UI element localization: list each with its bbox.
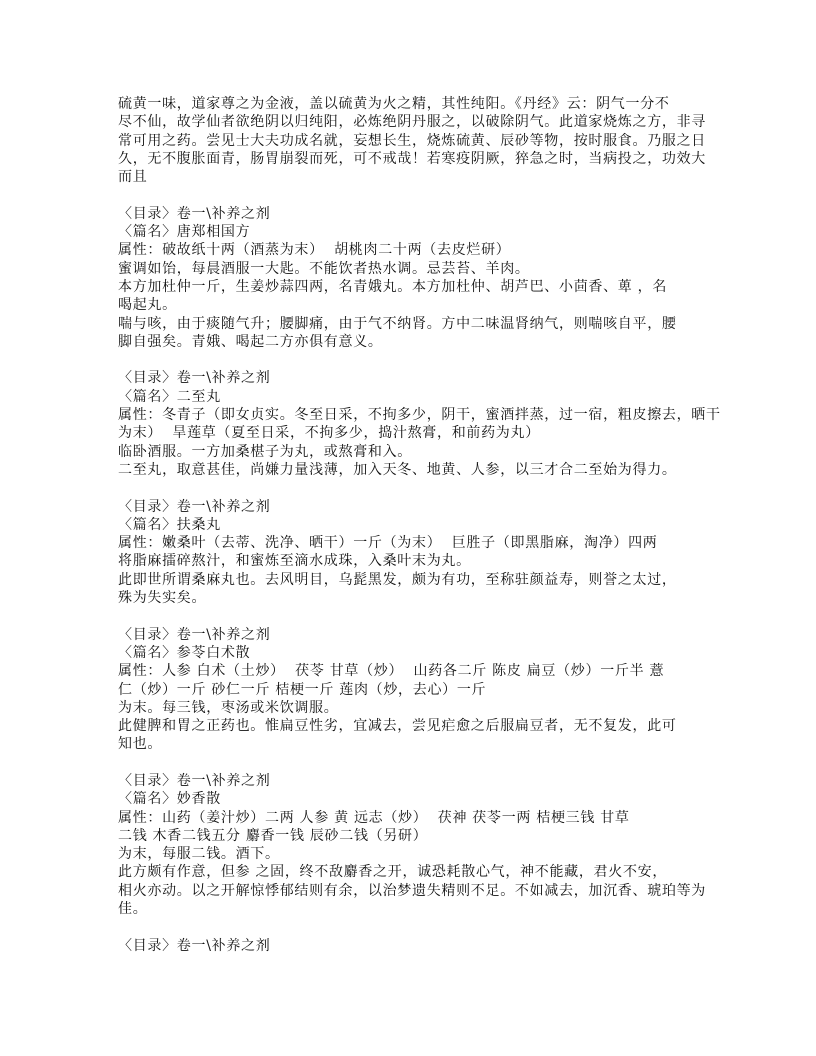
text-line: 此即世所谓桑麻丸也。去风明目，乌髭黑发，颇为有功，至称驻颜益寿，则誉之太过，	[118, 571, 677, 588]
text-line: 仁（炒）一斤 砂仁一斤 桔梗一斤 莲肉（炒，去心）一斤	[118, 681, 487, 698]
entry-block	[118, 205, 698, 351]
ingredients-line: 属性：破故纸十两（酒蒸为末） 胡桃肉二十两（去皮烂研）	[118, 242, 511, 259]
text-line: 二钱 木香二钱五分 麝香一钱 辰砂二钱（另研）	[118, 827, 428, 844]
text-line: 将脂麻擂碎熬汁，和蜜炼至滴水成珠，入桑叶末为丸。	[118, 553, 471, 570]
entry-title: 〈篇名〉参苓白术散	[118, 644, 251, 661]
entry-title: 〈篇名〉唐郑相国方	[118, 224, 251, 241]
ingredients-line: 属性：山药（姜汁炒）二两 人参 黄 远志（炒） 茯神 茯苓一两 桔梗三钱 甘草	[118, 809, 630, 826]
blank-line	[118, 754, 698, 772]
text-line: 为末，每服二钱。酒下。	[118, 846, 280, 863]
text-line: 久，无不腹胀面青，肠胃崩裂而死，可不戒哉！若寒疫阴厥，猝急之时，当病投之，功效大	[118, 150, 706, 167]
catalog-heading: 〈目录〉卷一\补养之剂	[118, 498, 271, 515]
text-line: 本方加杜仲一斤，生姜炒蒜四两，名青娥丸。本方加杜仲、胡芦巴、小茴香、萆 ，名	[118, 278, 668, 295]
text-line: 知也。	[118, 736, 163, 753]
text-line: 喝起丸。	[118, 297, 177, 314]
entry-title: 〈篇名〉扶桑丸	[118, 516, 221, 533]
text-line: 佳。	[118, 901, 148, 918]
blank-line	[118, 918, 698, 936]
catalog-heading: 〈目录〉卷一\补养之剂	[118, 626, 271, 643]
ingredients-line: 属性：嫩桑叶（去蒂、洗净、晒干）一斤（为末） 巨胜子（即黑脂麻，淘净）四两	[118, 535, 658, 552]
text-line: 为末。每三钱，枣汤或米饮调服。	[118, 699, 339, 716]
intro-paragraph	[118, 95, 706, 186]
entry-block	[118, 369, 721, 479]
blank-line	[118, 479, 698, 497]
entry-block	[118, 937, 698, 955]
catalog-heading: 〈目录〉卷一\补养之剂	[118, 370, 271, 387]
entry-title: 〈篇名〉二至丸	[118, 388, 221, 405]
blank-line	[118, 351, 698, 369]
ingredients-line: 属性：冬青子（即女贞实。冬至日采，不拘多少，阴干，蜜酒拌蒸，过一宿，粗皮擦去，晒干	[118, 407, 721, 424]
blank-line	[118, 607, 698, 625]
text-line: 殊为失实矣。	[118, 590, 207, 607]
text-line: 二至丸，取意甚佳，尚嫌力量浅薄，加入天冬、地黄、人参，以三才合二至始为得力。	[118, 461, 677, 478]
text-line: 此方颇有作意，但参 之固，终不敌麝香之开，诚恐耗散心气，神不能藏，君火不安，	[118, 864, 668, 881]
entry-title: 〈篇名〉妙香散	[118, 791, 221, 808]
entry-block	[118, 498, 698, 608]
blank-line	[118, 186, 698, 204]
text-line: 而且	[118, 169, 148, 186]
text-line: 蜜调如饴，每晨酒服一大匙。不能饮者热水调。忌芸苔、羊肉。	[118, 260, 530, 277]
catalog-heading: 〈目录〉卷一\补养之剂	[118, 772, 271, 789]
text-line: 临卧酒服。一方加桑椹子为丸，或熬膏和入。	[118, 443, 412, 460]
entry-block	[118, 626, 698, 754]
document-page	[118, 95, 721, 955]
catalog-heading: 〈目录〉卷一\补养之剂	[118, 205, 271, 222]
text-line: 为末） 旱莲草（夏至日采，不拘多少，捣汁熬膏，和前药为丸）	[118, 425, 540, 442]
catalog-heading: 〈目录〉卷一\补养之剂	[118, 937, 271, 954]
entry-block	[118, 772, 706, 918]
ingredients-line: 属性：人参 白术（土炒） 茯苓 甘草（炒） 山药各二斤 陈皮 扁豆（炒）一斤半 薏	[118, 663, 665, 680]
text-line: 脚自强矣。青娥、喝起二方亦俱有意义。	[118, 333, 383, 350]
text-line: 喘与咳，由于痰随气升；腰脚痛，由于气不纳肾。方中二味温肾纳气，则喘咳自平，腰	[118, 315, 677, 332]
text-line: 硫黄一味，道家尊之为金液，盖以硫黄为火之精，其性纯阳。《丹经》云：阴气一分不	[118, 96, 670, 112]
text-line: 相火亦动。以之开解惊悸郁结则有余，以治梦遗失精则不足。不如减去，加沉香、琥珀等为	[118, 882, 706, 899]
text-line: 尽不仙，故学仙者欲绝阴以归纯阳，必炼绝阴丹服之，以破除阴气。此道家烧炼之方，非寻	[118, 114, 706, 131]
text-line: 此健脾和胃之正药也。惟扁豆性劣，宜减去，尝见疟愈之后服扁豆者，无不复发，此可	[118, 718, 677, 735]
text-line: 常可用之药。尝见士大夫功成名就，妄想长生，烧炼硫黄、辰砂等物，按时服食。乃服之日	[118, 132, 706, 149]
